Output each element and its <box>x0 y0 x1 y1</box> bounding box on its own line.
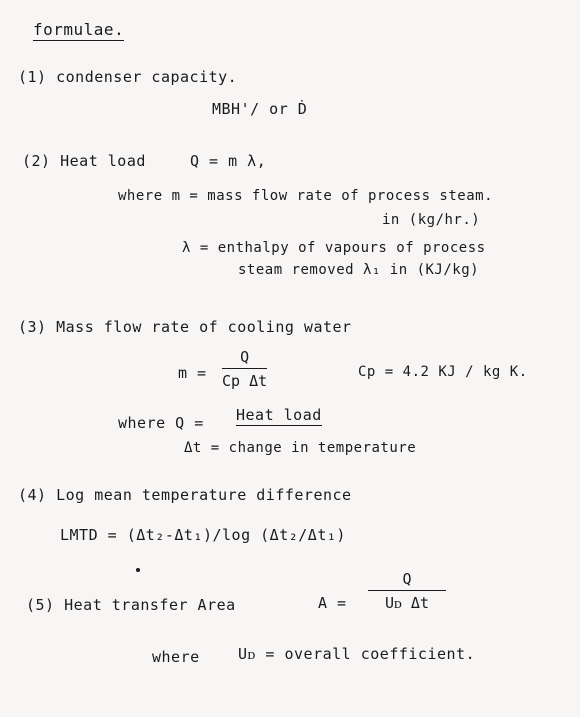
lmtd-formula: LMTD = (Δt₂-Δt₁)/log (Δt₂/Δt₁) <box>60 526 346 544</box>
heading: formulae. <box>33 20 125 39</box>
mass-flow-fraction <box>222 348 267 390</box>
section-1-title: (1) condenser capacity. <box>18 68 238 86</box>
fraction-denominator: Uᴅ Δt <box>385 594 429 612</box>
enthalpy-definition-cont: steam removed λ₁ in (KJ/kg) <box>238 262 480 278</box>
heat-load-formula: Q = m λ, <box>190 152 267 170</box>
overall-coefficient-definition: Uᴅ = overall coefficient. <box>238 645 476 663</box>
enthalpy-definition: λ = enthalpy of vapours of process <box>182 240 486 256</box>
mass-flow-label: m = <box>178 364 207 382</box>
ink-dot <box>136 568 140 572</box>
where-q-label: where Q = <box>118 414 204 432</box>
section-2-title: (2) Heat load <box>22 152 146 170</box>
section-1-formula: MBH'/ or Ḋ <box>212 100 308 118</box>
where-label: where <box>152 648 200 666</box>
area-fraction <box>368 570 446 613</box>
where-q-value: Heat load <box>236 406 322 424</box>
specific-heat-note: Cp = 4.2 KJ / kg K. <box>358 364 528 380</box>
section-3-title: (3) Mass flow rate of cooling water <box>18 318 352 336</box>
fraction-numerator: Q <box>402 570 412 588</box>
area-label: A = <box>318 594 347 612</box>
mass-flow-unit: in (kg/hr.) <box>382 212 481 228</box>
section-5-title: (5) Heat transfer Area <box>26 596 236 614</box>
delta-t-definition: Δt = change in temperature <box>184 440 417 456</box>
mass-flow-definition: where m = mass flow rate of process steam. <box>118 188 494 204</box>
section-4-title: (4) Log mean temperature difference <box>18 486 352 504</box>
fraction-numerator: Q <box>240 348 250 366</box>
fraction-denominator: Cp Δt <box>222 372 268 390</box>
